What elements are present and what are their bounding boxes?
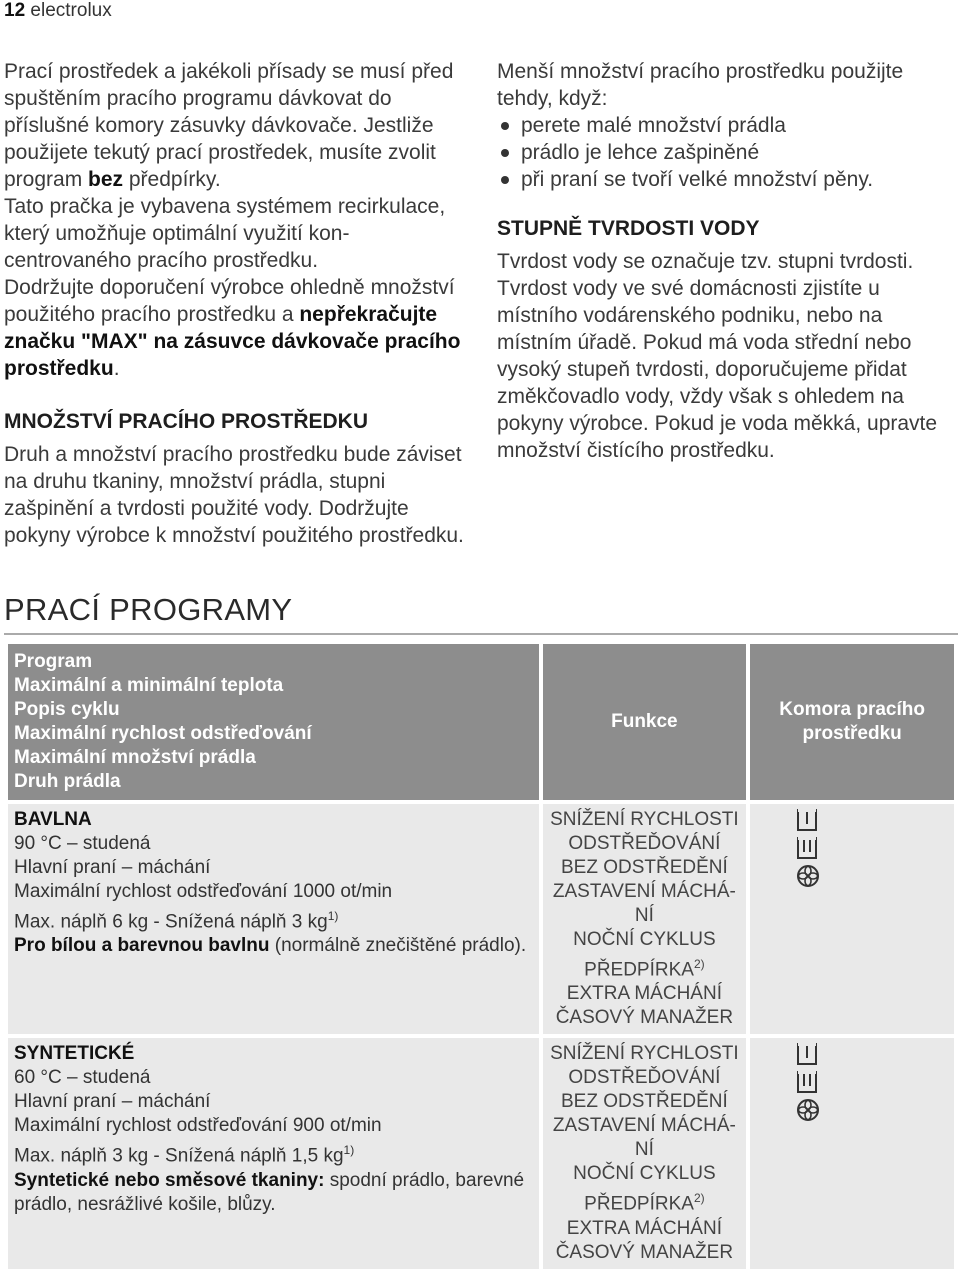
program-name: SYNTETICKÉ [14, 1043, 135, 1065]
compartment-cell [750, 804, 954, 1034]
section-divider [4, 633, 958, 635]
main-wash-compartment-icon [796, 836, 818, 860]
paragraph-less-detergent: Menší množství pracího prostředku použijte tehdy, když: [497, 60, 904, 110]
program-cycle: Hlavní praní – máchání [14, 1091, 211, 1113]
brand-name: electrolux [30, 0, 112, 21]
program-temperature: 60 °C – studená [14, 1067, 151, 1089]
compartment-cell [750, 1038, 954, 1268]
right-column [497, 58, 957, 464]
program-fabric: Syntetické nebo směsové tkaniny: spodní prádlo, barevné prádlo, nesrážlivé košile, blůzy. [14, 1169, 525, 1215]
paragraph-recirculation: Tato pračka je vybavena systémem recirkulace, který umožňuje optimální využití koncentrovaného pracího prostředku. [4, 195, 446, 272]
header-compartment: Komora pracího prostředku [750, 644, 954, 800]
program-cell-bavlna [8, 804, 539, 1034]
paragraph-water-hardness: Tvrdost vody se označuje tzv. stupni tvrdosti. Tvrdost vody ve své domácnosti zjistíte u místního vodárenského podniku, nebo na místním úřadě. Pokud má voda střední nebo vysoký stupeň tvrdosti, doporučujeme přidat změkčovadlo vody, vždy však s ohledem na pokyny výrobce. Pokud je voda měkká, upravte množství čistícího prostředku. [497, 250, 938, 462]
paragraph-recommendation: Dodržujte doporučení výrobce ohledně množství použitého pracího prostředku a nepřekračujte značku "MAX" na zásuvce dávkovače pracího prostředku. [4, 276, 461, 380]
paragraph-dosing: Prací prostředek a jakékoli přísady se musí před spuštěním pracího programu dávkovat do příslušné komory zásuvky dávkovače. Jestliže použijete tekutý prací prostředek, musíte zvolit program bez předpírky. [4, 60, 454, 191]
program-cycle: Hlavní praní – máchání [14, 857, 211, 878]
page-number: 12 [4, 0, 26, 21]
section-title: PRACÍ PROGRAMY [4, 592, 293, 627]
bold-bez: bez [88, 168, 124, 191]
softener-compartment-icon [796, 864, 820, 888]
heading-water-hardness: STUPNĚ TVRDOSTI VODY [497, 217, 760, 240]
functions-cell: SNÍŽENÍ RYCHLOSTI ODSTŘEĎOVÁNÍ BEZ ODSTŘEDĚNÍ ZASTAVENÍ MÁCHÁ- NÍ NOČNÍ CYKLUS PŘEDPÍRKA$^{2)}$ EXTRA MÁCHÁNÍ ČASOVÝ MANAŽER [543, 1038, 747, 1268]
list-item: prádlo je lehce zašpiněné [497, 139, 957, 166]
header-program: Program Maximální a minimální teplota Popis cyklu Maximální rychlost odstřeďování Maximální množství prádla Druh prádla [8, 644, 539, 800]
table-row [8, 804, 954, 1034]
main-wash-compartment-icon [796, 1070, 818, 1094]
list-item: při praní se tvoří velké množství pěny. [497, 166, 957, 193]
softener-compartment-icon [796, 1098, 820, 1122]
table-header-row [8, 644, 954, 800]
prewash-compartment-icon [796, 1042, 818, 1066]
program-spin: Maximální rychlost odstřeďování 1000 ot/min [14, 881, 393, 902]
program-name: BAVLNA [14, 809, 92, 830]
program-cell-synteticke [8, 1038, 539, 1268]
program-load: Max. náplň 6 kg - Snížená náplň 3 $kg^{1)}$ [14, 909, 339, 933]
bullet-list [497, 112, 957, 193]
program-spin: Maximální rychlost odstřeďování 900 ot/min [14, 1115, 382, 1137]
list-item: perete malé množství prádla [497, 112, 957, 139]
program-temperature: 90 °C – studená [14, 833, 151, 854]
program-fabric: Pro bílou a barevnou bavlnu (normálně znečištěné prádlo). [14, 935, 527, 957]
table-row [8, 1038, 954, 1268]
program-load: Max. náplň 3 kg - Snížená náplň 1,5 $kg^{1)}$ [14, 1143, 355, 1167]
heading-detergent-amount: MNOŽSTVÍ PRACÍHO PROSTŘEDKU [4, 410, 369, 433]
functions-cell: SNÍŽENÍ RYCHLOSTI ODSTŘEĎOVÁNÍ BEZ ODSTŘEDĚNÍ ZASTAVENÍ MÁCHÁ- NÍ NOČNÍ CYKLUS PŘEDPÍRKA$^{2)}$ EXTRA MÁCHÁNÍ ČASOVÝ MANAŽER [543, 804, 747, 1034]
prewash-compartment-icon [796, 808, 818, 832]
programs-table [4, 644, 958, 1269]
page-header [4, 0, 112, 22]
left-column [4, 58, 466, 549]
paragraph-detergent-amount: Druh a množství pracího prostředku bude záviset na druhu tkaniny, množství prádla, stupni zašpinění a tvrdosti použité vody. Dodržujte pokyny výrobce k množství použitého prostředku. [4, 443, 464, 547]
header-functions: Funkce [543, 644, 747, 800]
bold-max-warning: nepřekračujte značku "MAX" na zásuvce dávkovače pracího prostředku [4, 303, 461, 380]
